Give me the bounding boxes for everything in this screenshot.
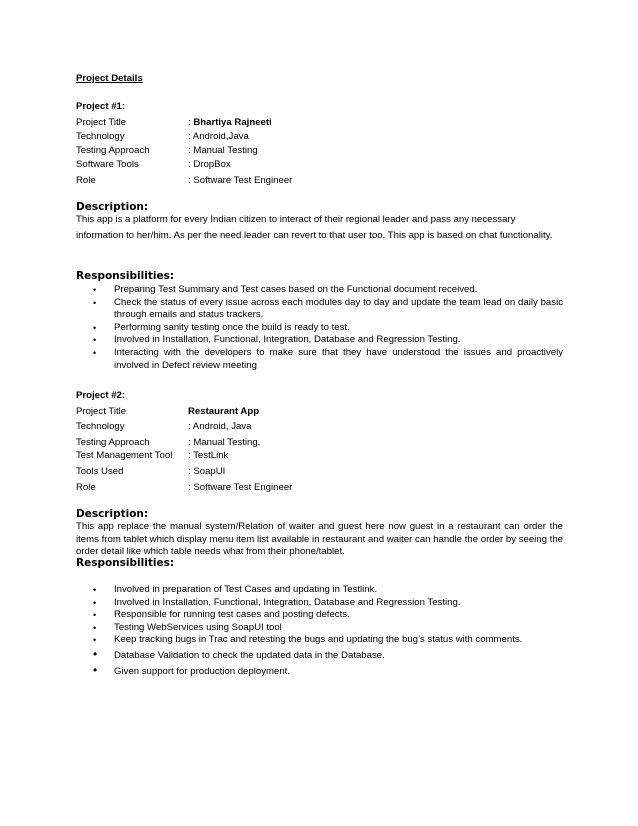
detail-value [188, 406, 259, 417]
list-item [76, 347, 563, 372]
detail-value: : SoapUI [188, 466, 226, 477]
list-item [76, 609, 563, 622]
detail-key: Project Title [76, 117, 127, 128]
list-item [76, 622, 563, 635]
list-item [76, 646, 563, 663]
project1-label: Project #1: [76, 101, 126, 112]
detail-value: : TestLink [188, 450, 229, 461]
bullet-icon: • [93, 347, 97, 358]
bullet-icon: • [93, 610, 97, 621]
project2-label: Project #2: [76, 390, 126, 401]
list-item-text: Preparing Test Summary and Test cases based on the Functional document received. [114, 284, 478, 295]
bullet-icon: • [93, 335, 97, 346]
detail-value: : Software Test Engineer [188, 482, 293, 493]
detail-value: : DropBox [188, 159, 231, 170]
list-item-text: Interacting with the developers to make sure that they have understood the issues and proactively involved in Defect review meeting [114, 346, 563, 371]
list-item-text: Testing WebServices using SoapUI tool [114, 621, 282, 633]
bullet-icon: • [93, 297, 97, 308]
detail-key: Role [76, 175, 96, 186]
responsibilities-heading: Responsibilities: [76, 270, 175, 282]
list-item [76, 584, 563, 597]
bullet-icon: • [93, 635, 97, 646]
bullet-icon: • [93, 646, 98, 661]
list-item-text: Keep tracking bugs in Trac and retesting the bugs and updating the bug’s status with comments. [114, 634, 523, 646]
project-title-value: Restaurant App [188, 406, 260, 417]
list-item [76, 284, 563, 297]
description-heading: Description: [76, 508, 149, 520]
list-item [76, 297, 563, 322]
list-item-text: Given support for production deployment. [114, 665, 290, 677]
bullet-icon: • [93, 662, 98, 677]
list-item [76, 597, 563, 610]
list-item-text: Involved in Installation, Functional, Integration, Database and Regression Testing. [114, 596, 461, 608]
detail-key: Test Management Tool [76, 450, 173, 461]
bullet-icon: • [93, 597, 97, 608]
detail-value: : Software Test Engineer [188, 175, 293, 186]
bullet-icon: • [93, 585, 97, 595]
detail-key: Testing Approach [76, 437, 150, 448]
detail-key: Role [76, 482, 96, 493]
list-item [76, 634, 563, 647]
bullet-icon: • [93, 322, 97, 333]
detail-value: : Manual Testing [188, 145, 258, 156]
list-item [76, 662, 563, 679]
list-item [76, 322, 563, 335]
detail-key: Testing Approach [76, 145, 150, 156]
detail-key: Software Tools [76, 159, 139, 170]
list-item [76, 334, 563, 347]
detail-key: Technology [76, 131, 125, 142]
responsibilities-list [76, 584, 563, 678]
detail-value [188, 117, 272, 128]
page-title: Project Details [76, 73, 143, 84]
list-item-text: Involved in preparation of Test Cases and updating in Testlink. [114, 584, 378, 595]
description-heading: Description: [76, 201, 149, 213]
project-title-value: Bhartiya Rajneeti [193, 117, 272, 128]
detail-key: Technology [76, 421, 125, 432]
list-item-text: Check the status of every issue across each modules day to day and update the team lead on daily basic through emails and status trackers. [114, 296, 563, 321]
detail-value: : Android,Java [188, 131, 249, 142]
detail-value-prefix: : [188, 117, 194, 128]
responsibilities-heading: Responsibilities: [76, 557, 175, 569]
detail-key: Tools Used [76, 466, 124, 477]
detail-value: : Manual Testing, [188, 437, 261, 448]
bullet-icon: • [93, 285, 97, 295]
detail-key: Project Title [76, 406, 127, 417]
list-item-text: Performing sanity testing once the build is ready to test. [114, 321, 350, 333]
responsibilities-list [76, 284, 563, 372]
list-item-text: Responsible for running test cases and posting defects. [114, 609, 350, 621]
description-text: This app replace the manual system/Relation of waiter and guest here now guest in a restaurant can order the items from tablet which display menu item list available in restaurant and waiter can handle the order by seeing the order detail like which table needs what from their phone/tablet. [76, 521, 563, 557]
description-text: This app is a platform for every Indian citizen to interact of their regional leader and pass any necessary information to her/him. As per the need leader can revert to that user too. This app is based on chat functionality. [76, 214, 553, 241]
detail-value: : Android, Java [188, 421, 252, 432]
list-item-text: Database Validation to check the updated data in the Database. [114, 649, 385, 661]
list-item-text: Involved in Installation, Functional, Integration, Database and Regression Testing. [114, 334, 461, 346]
bullet-icon: • [93, 622, 97, 633]
